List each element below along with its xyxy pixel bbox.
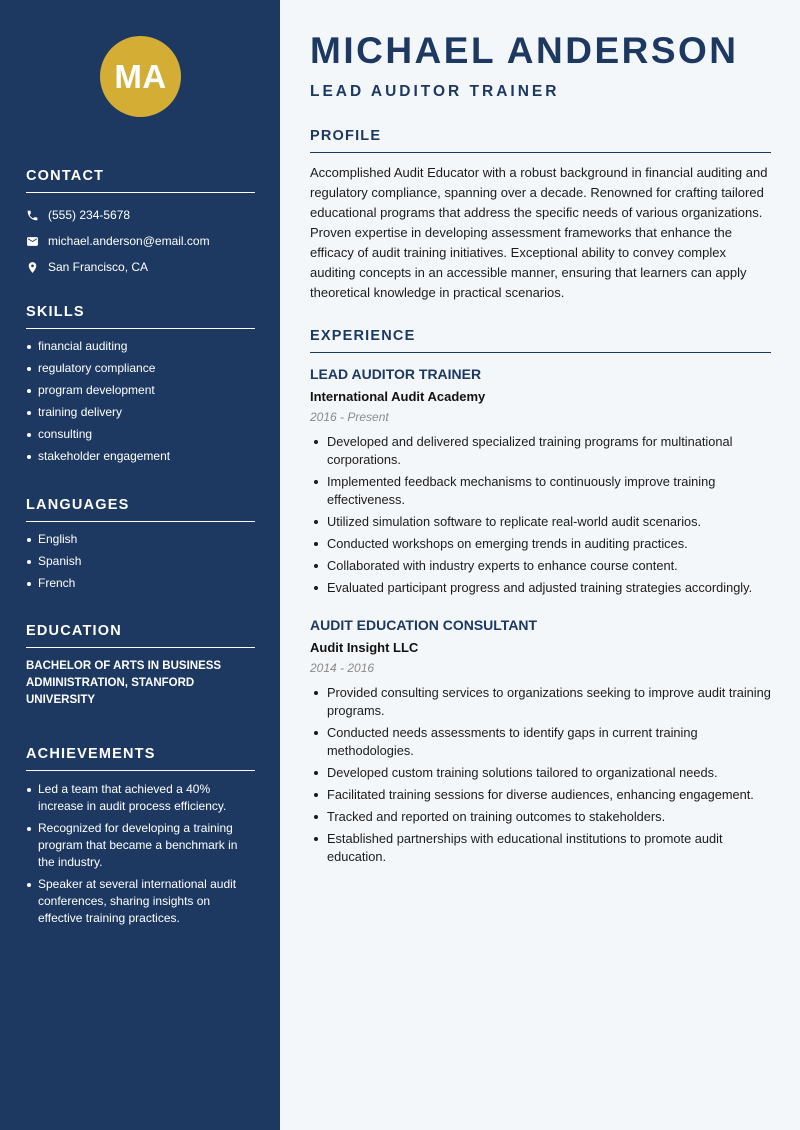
skill-item: program development <box>26 382 255 399</box>
job-entry <box>310 366 771 601</box>
phone-text: (555) 234-5678 <box>48 208 131 222</box>
job-bullets <box>310 433 771 597</box>
profile-text: Accomplished Audit Educator with a robust background in financial auditing and regulatory compliance, spanning over a decade. Renowned for crafting tailored educational programs that address the specific needs of various organizations. Proven expertise in developing assessment frameworks that enhance the efficacy of audit training initiatives. Exceptional ability to convey complex auditing concepts in an accessible manner, ensuring that learners can apply theoretical knowledge in practical scenarios. <box>310 165 768 300</box>
job-company: International Audit Academy <box>310 389 486 404</box>
skills-list <box>26 338 255 465</box>
email-icon <box>26 235 39 248</box>
job-bullet: Evaluated participant progress and adjusted training strategies accordingly. <box>310 579 771 597</box>
languages-heading: LANGUAGES <box>26 497 255 522</box>
job-title: LEAD AUDITOR TRAINER <box>310 366 482 382</box>
contact-section <box>26 168 255 280</box>
profile-heading: PROFILE <box>310 128 771 153</box>
education-heading: EDUCATION <box>26 623 255 648</box>
contact-heading: CONTACT <box>26 168 255 193</box>
location-pin-icon <box>26 261 39 274</box>
contact-location <box>26 254 255 280</box>
job-entry <box>310 617 771 870</box>
achievement-item: Recognized for developing a training program that became a benchmark in the industry. <box>26 820 255 871</box>
education-degree: BACHELOR OF ARTS IN BUSINESS ADMINISTRATION, STANFORD UNIVERSITY <box>26 660 222 706</box>
job-bullet: Conducted workshops on emerging trends in auditing practices. <box>310 535 771 553</box>
job-bullet: Utilized simulation software to replicate real-world audit scenarios. <box>310 513 771 531</box>
contact-list <box>26 202 255 280</box>
job-bullets <box>310 684 771 866</box>
skill-item: financial auditing <box>26 338 255 355</box>
languages-list <box>26 531 255 592</box>
language-item: Spanish <box>26 553 255 570</box>
job-bullet: Established partnerships with educational institutions to promote audit education. <box>310 830 771 866</box>
language-item: English <box>26 531 255 548</box>
skill-item: stakeholder engagement <box>26 448 255 465</box>
skill-item: consulting <box>26 426 255 443</box>
achievements-heading: ACHIEVEMENTS <box>26 746 255 771</box>
achievements-list <box>26 781 255 927</box>
location-text: San Francisco, CA <box>48 260 149 274</box>
job-dates: 2016 - Present <box>310 410 389 424</box>
job-bullet: Implemented feedback mechanisms to continuously improve training effectiveness. <box>310 473 771 509</box>
job-bullet: Collaborated with industry experts to enhance course content. <box>310 557 771 575</box>
job-bullet: Developed custom training solutions tailored to organizational needs. <box>310 764 771 782</box>
contact-email <box>26 228 255 254</box>
skill-item: regulatory compliance <box>26 360 255 377</box>
achievement-item: Speaker at several international audit conferences, sharing insights on effective training practices. <box>26 876 255 927</box>
contact-phone <box>26 202 255 228</box>
candidate-title: LEAD AUDITOR TRAINER <box>310 83 560 100</box>
languages-section <box>26 497 255 597</box>
language-item: French <box>26 575 255 592</box>
skill-item: training delivery <box>26 404 255 421</box>
phone-icon <box>26 209 39 222</box>
email-text: michael.anderson@email.com <box>48 234 210 248</box>
job-title: AUDIT EDUCATION CONSULTANT <box>310 617 538 633</box>
education-section <box>26 623 255 709</box>
job-company: Audit Insight LLC <box>310 640 419 655</box>
job-bullet: Provided consulting services to organizations seeking to improve audit training programs. <box>310 684 771 720</box>
achievement-item: Led a team that achieved a 40% increase in audit process efficiency. <box>26 781 255 815</box>
achievements-section <box>26 746 255 932</box>
experience-heading: EXPERIENCE <box>310 328 771 353</box>
skills-heading: SKILLS <box>26 304 255 329</box>
job-dates: 2014 - 2016 <box>310 661 375 675</box>
job-bullet: Facilitated training sessions for diverse audiences, enhancing engagement. <box>310 786 771 804</box>
sidebar <box>0 0 280 1130</box>
skills-section <box>26 304 255 470</box>
avatar: MA <box>100 36 181 117</box>
job-bullet: Developed and delivered specialized training programs for multinational corporations. <box>310 433 771 469</box>
job-bullet: Tracked and reported on training outcomes to stakeholders. <box>310 808 771 826</box>
candidate-name: MICHAEL ANDERSON <box>310 30 739 71</box>
job-bullet: Conducted needs assessments to identify gaps in current training methodologies. <box>310 724 771 760</box>
